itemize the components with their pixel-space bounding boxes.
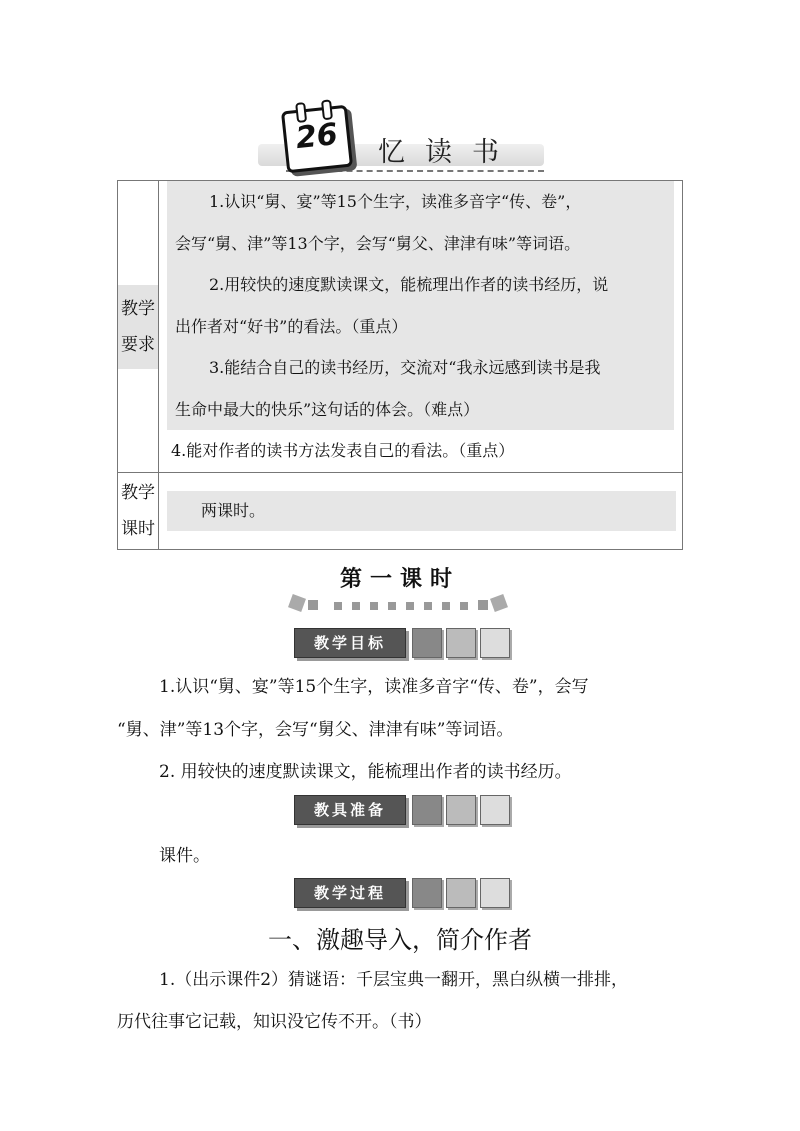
goal-line: 2. 用较快的速度默读课文，能梳理出作者的读书经历。 xyxy=(159,762,572,782)
goal-line: 1.认识“舅、宴”等15个生字，读准多音字“传、卷”，会写 xyxy=(159,677,589,697)
deco-square xyxy=(490,594,508,612)
tag-block xyxy=(412,878,442,908)
lesson-title-banner xyxy=(250,98,550,180)
requirements-table xyxy=(117,180,683,550)
hours-value: 两课时。 xyxy=(167,491,676,531)
tag-block xyxy=(446,795,476,825)
tools-tag-label: 教具准备 xyxy=(294,795,406,825)
objective-line: 4.能对作者的读书方法发表自己的看法。（重点） xyxy=(171,441,515,460)
deco-square xyxy=(352,602,360,610)
calendar-icon xyxy=(281,105,353,174)
deco-square xyxy=(478,600,488,610)
objectives-cell xyxy=(159,181,683,473)
period-title: 第一课时 xyxy=(339,567,460,592)
objective-line: 生命中最大的快乐”这句话的体会。（难点） xyxy=(175,399,480,419)
objectives-row xyxy=(118,181,683,473)
tools-text: 课件。 xyxy=(159,846,210,866)
objective-line: 出作者对“好书”的看法。（重点） xyxy=(175,316,408,336)
deco-square xyxy=(370,602,378,610)
objectives-header xyxy=(118,285,158,369)
tag-block xyxy=(412,795,442,825)
process-tag-label: 教学过程 xyxy=(294,878,406,908)
objectives-shaded-block xyxy=(167,181,674,430)
lesson-title: 忆读书 xyxy=(378,137,519,168)
period-title-decoration xyxy=(290,594,510,614)
tag-block xyxy=(446,628,476,658)
hours-header-cell xyxy=(118,473,159,550)
hours-header: 教学 课时 xyxy=(121,483,155,539)
objective-line: 会写“舅、津”等13个字，会写“舅父、津津有味”等词语。 xyxy=(175,233,581,253)
deco-square xyxy=(308,600,318,610)
deco-square xyxy=(334,602,342,610)
lesson-number: 26 xyxy=(294,116,340,157)
goals-tag-label: 教学目标 xyxy=(294,628,406,658)
objectives-header-cell xyxy=(118,181,159,473)
deco-square xyxy=(406,602,414,610)
objective-line: 2.用较快的速度默读课文，能梳理出作者的读书经历，说 xyxy=(209,275,609,294)
step-heading: 一、激趣导入，简介作者 xyxy=(268,926,532,954)
hours-cell xyxy=(159,473,683,550)
tag-block xyxy=(480,878,510,908)
objective-line: 3.能结合自己的读书经历，交流对“我永远感到读书是我 xyxy=(209,358,601,377)
step-line: 历代往事它记载，知识没它传不开。（书） xyxy=(117,1012,432,1032)
tag-block xyxy=(480,795,510,825)
objective-line: 1.认识“舅、宴”等15个生字，读准多音字“传、卷”， xyxy=(209,192,582,211)
title-dashed-rule xyxy=(286,170,544,172)
tag-block xyxy=(480,628,510,658)
deco-square xyxy=(460,602,468,610)
objectives-header-text: 教学 要求 xyxy=(121,298,155,355)
step-line: 1.（出示课件2）猜谜语：千层宝典一翻开，黑白纵横一排排， xyxy=(159,970,629,990)
deco-square xyxy=(388,602,396,610)
hours-row xyxy=(118,473,683,550)
deco-square xyxy=(442,602,450,610)
deco-square xyxy=(424,602,432,610)
tag-block xyxy=(412,628,442,658)
tag-block xyxy=(446,878,476,908)
deco-square xyxy=(288,594,306,612)
goal-line: “舅、津”等13个字，会写“舅父、津津有味”等词语。 xyxy=(117,720,514,740)
